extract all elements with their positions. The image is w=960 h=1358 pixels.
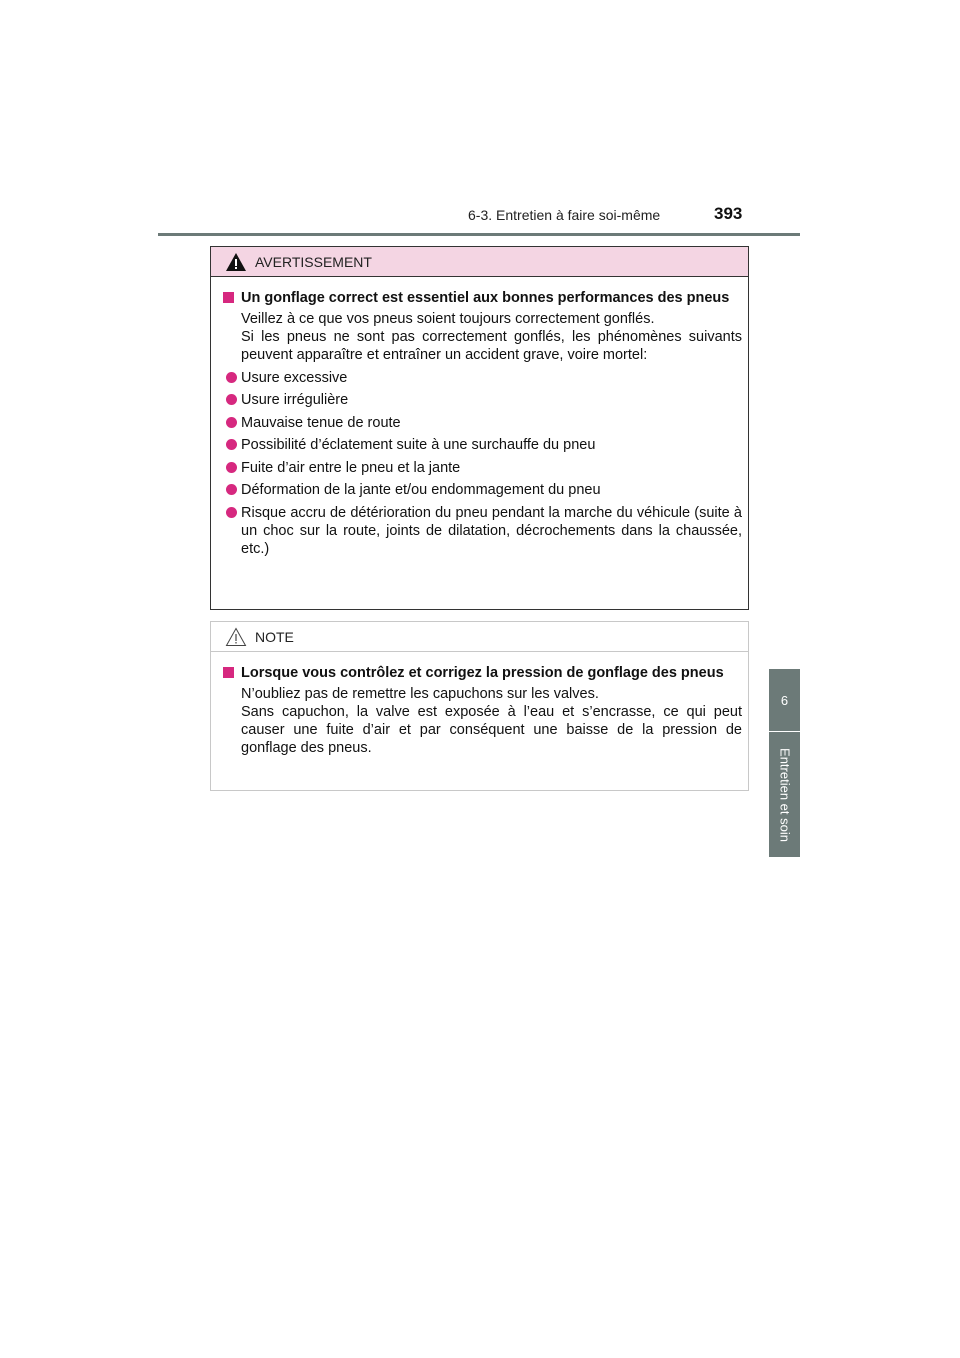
warning-bullet-list	[223, 369, 742, 558]
chapter-tab-number[interactable]: 6	[769, 669, 800, 731]
chapter-tab-label[interactable]	[769, 732, 800, 857]
square-bullet-icon	[223, 667, 234, 678]
square-bullet-icon	[223, 292, 234, 303]
round-bullet-icon	[226, 484, 237, 495]
section-title: 6-3. Entretien à faire soi-même	[468, 207, 661, 223]
round-bullet-icon	[226, 439, 237, 450]
notice-subtitle	[223, 664, 742, 682]
notice-title: NOTE	[255, 628, 294, 645]
list-item: Usure irrégulière	[223, 391, 742, 409]
list-item: Possibilité d’éclatement suite à une surchauffe du pneu	[223, 436, 742, 454]
notice-header	[211, 622, 748, 652]
chapter-label-text: Entretien et soin	[777, 747, 792, 842]
round-bullet-icon	[226, 372, 237, 383]
warning-title: AVERTISSEMENT	[255, 253, 372, 270]
warning-subtitle-text: Un gonflage correct est essentiel aux bonnes performances des pneus	[241, 290, 730, 306]
warning-line-2: Si les pneus ne sont pas correctement gonflés, les phénomènes suivants peuvent apparaître et entraîner un accident grave, voire mortel:	[241, 329, 742, 363]
warning-line-1: Veillez à ce que vos pneus soient toujours correctement gonflés.	[241, 311, 655, 327]
list-item: Fuite d’air entre le pneu et la jante	[223, 459, 742, 477]
warning-header	[211, 247, 748, 277]
round-bullet-icon	[226, 507, 237, 518]
page-number: 393	[714, 204, 743, 223]
warning-box	[210, 246, 749, 610]
warning-triangle-icon	[225, 252, 247, 272]
list-item: Déformation de la jante et/ou endommagement du pneu	[223, 481, 742, 499]
round-bullet-icon	[226, 394, 237, 405]
notice-subtitle-text: Lorsque vous contrôlez et corrigez la pression de gonflage des pneus	[241, 665, 724, 681]
warning-paragraph	[223, 310, 742, 364]
notice-line-1: N’oubliez pas de remettre les capuchons sur les valves.	[241, 686, 599, 702]
round-bullet-icon	[226, 462, 237, 473]
notice-body	[211, 652, 748, 757]
caution-triangle-outline-icon	[225, 627, 247, 647]
notice-paragraph	[223, 685, 742, 757]
warning-body	[211, 277, 748, 558]
list-item: Usure excessive	[223, 369, 742, 387]
warning-subtitle	[223, 289, 742, 307]
notice-box	[210, 621, 749, 791]
notice-line-2: Sans capuchon, la valve est exposée à l’eau et s’encrasse, ce qui peut causer une fuite d’air et par conséquent une baisse de la pression de gonflage des pneus.	[241, 704, 742, 756]
header-rule	[158, 233, 800, 236]
round-bullet-icon	[226, 417, 237, 428]
list-item: Risque accru de détérioration du pneu pendant la marche du véhicule (suite à un choc sur la route, joints de dilatation, décrochements dans la chaussée, etc.)	[223, 504, 742, 558]
list-item: Mauvaise tenue de route	[223, 414, 742, 432]
